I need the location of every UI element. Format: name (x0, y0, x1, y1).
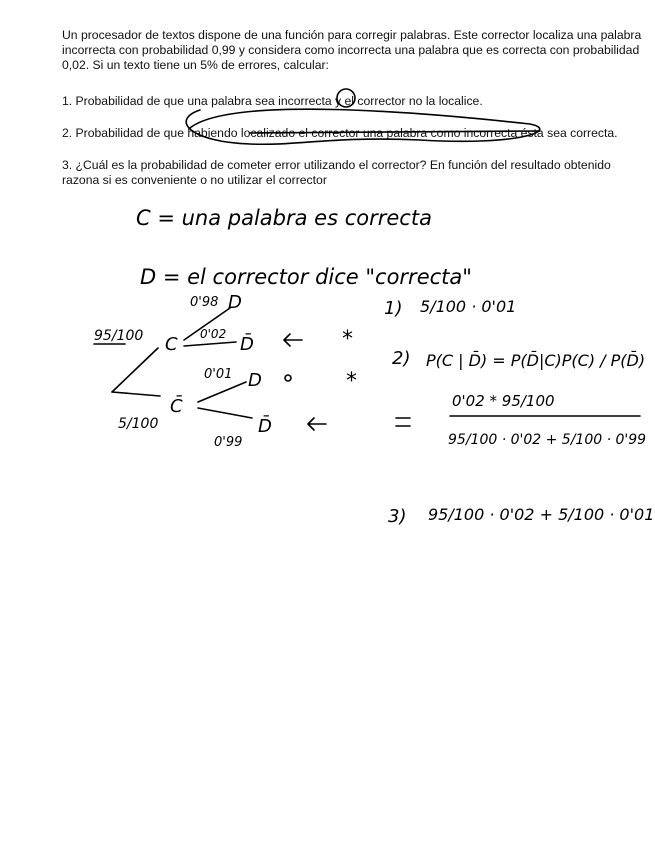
tree-leaf-notd-2: D̄ (258, 416, 272, 437)
answer-2-label: 2) (392, 348, 411, 369)
probability-tree (94, 292, 410, 450)
tree-p-d-given-notc: 0'01 (204, 367, 233, 382)
tree-p-d-given-c: 0'98 (190, 295, 219, 310)
definition-d: D = el corrector dice "correcta" (140, 265, 472, 289)
tree-p-notc: 5/100 (118, 416, 159, 432)
answer-2-denominator: 95/100 · 0'02 + 5/100 · 0'99 (448, 432, 647, 448)
branch-root-c (112, 348, 158, 392)
tree-leaf-d-1: D (228, 292, 242, 313)
answer-1-label: 1) (384, 298, 403, 319)
question-1: 1. Probabilidad de que una palabra sea incorrecta y el corrector no la localice. (62, 94, 483, 108)
dot-mark (285, 375, 291, 381)
question-3: 3. ¿Cuál es la probabilidad de cometer error utilizando el corrector? En función del resultado obtenido razona si es conveniente o no utilizar el corrector (62, 158, 611, 187)
circle-mark-q1 (337, 89, 355, 107)
answer-3-label: 3) (388, 506, 407, 527)
answer-1: 5/100 · 0'01 (420, 297, 517, 316)
arrow-mark-2 (308, 418, 326, 430)
loop-mark-q2 (186, 109, 540, 144)
definition-c: C = una palabra es correcta (136, 206, 432, 230)
tree-p-notd-given-notc: 0'99 (214, 435, 243, 450)
tree-node-c: C (165, 334, 178, 355)
answers (384, 297, 654, 527)
question-2: 2. Probabilidad de que habiendo localizado el corrector una palabra como incorrecta ésta sea correcta. (62, 126, 618, 140)
answer-2-formula: P(C | D̄) = P(D̄|C)P(C) / P(D̄) (426, 351, 646, 370)
tree-p-c: 95/100 (94, 328, 144, 344)
tree-p-notd-given-c: 0'02 (200, 327, 227, 341)
star-mark-2: * (346, 369, 357, 394)
tree-node-notc: C̄ (170, 396, 183, 417)
branch-notc-notd (198, 408, 252, 418)
tree-leaf-d-2: D (248, 370, 262, 391)
arrow-mark-1 (284, 334, 302, 346)
tree-leaf-notd-1: D̄ (240, 334, 254, 355)
answer-2-numerator: 0'02 * 95/100 (452, 392, 555, 410)
star-mark-1: * (342, 327, 353, 352)
branch-root-notc (112, 392, 160, 396)
strike-line-q2 (250, 131, 540, 133)
answer-3: 95/100 · 0'02 + 5/100 · 0'01 (428, 505, 655, 524)
branch-notc-d (198, 382, 246, 402)
problem-intro: Un procesador de textos dispone de una función para corregir palabras. Este corrector localiza una palabra incorrecta con probabilidad 0,99 y considera como incorrecta una palabra que es correcta con probabilidad 0,02. Si un texto tiene un 5% de errores, calcular: (62, 28, 642, 72)
branch-c-notd (184, 342, 236, 346)
